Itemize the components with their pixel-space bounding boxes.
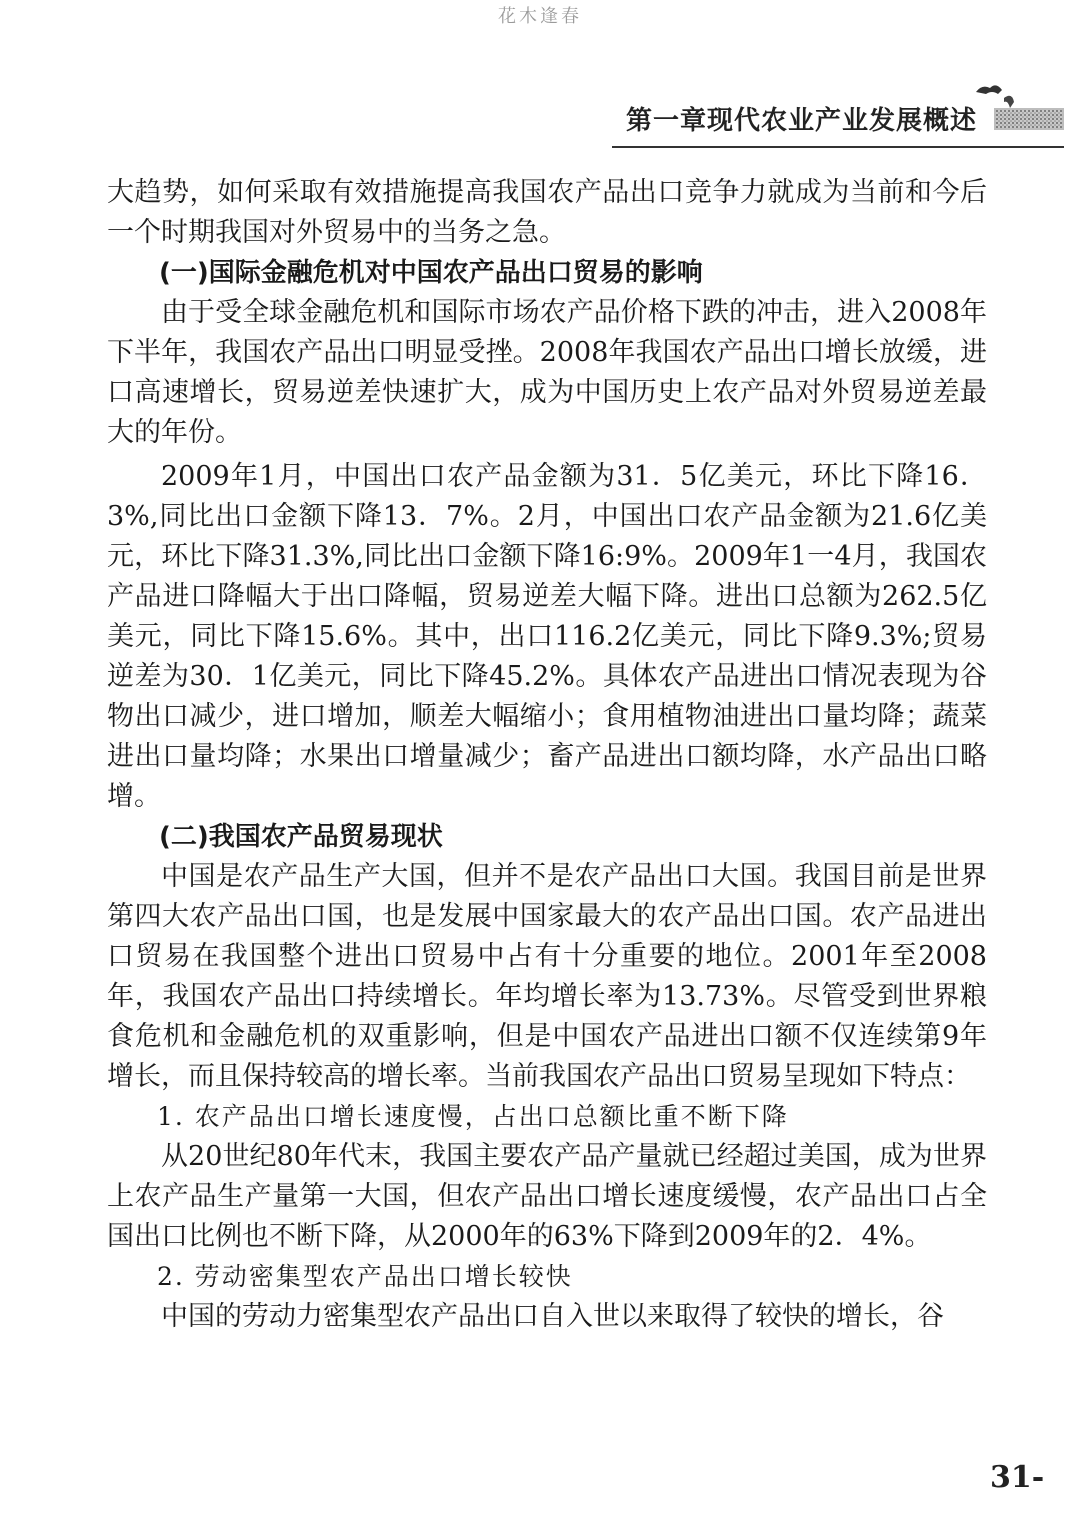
paragraph-5: 中国的劳动力密集型农产品出口自入世以来取得了较快的增长，谷: [161, 1301, 944, 1332]
section-heading-1: (一)国际金融危机对中国农产品出口贸易的影响: [159, 258, 703, 288]
subsection-heading-2: 2. 劳动密集型农产品出口增长较快: [157, 1262, 573, 1291]
paragraph-3: 中国是农产品生产大国，但并不是农产品出口大国。我国目前是世界第四大农产品出口国，也是发展中国家最大的农产品出口国。农产品进出口贸易在我国整个进出口贸易中占有十分重要的地位。2001年至2008年，我国农产品出口持续增长。年均增长率为13.73%。尽管受到世界粮食危机和金融危机的双重影响，但是中国农产品进出口额不仅连续第9年增长，而且保持较高的增长率。当前我国农产品出口贸易呈现如下特点：: [107, 861, 987, 1092]
page-body: [107, 173, 987, 1337]
paragraph-4: 从20世纪80年代末，我国主要农产品产量就已经超过美国，成为世界上农产品生产量第一大国，但农产品出口增长速度缓慢，农产品出口占全国出口比例也不断下降，从2000年的63%下降到2009年的2．4%。: [107, 1141, 987, 1252]
section-heading-2: (二)我国农产品贸易现状: [159, 822, 443, 852]
paragraph-0: 大趋势，如何采取有效措施提高我国农产品出口竞争力就成为当前和今后一个时期我国对外贸易中的当务之急。: [107, 177, 987, 248]
header-decoration-icon: [968, 78, 1068, 138]
watermark-text: 花木逢春: [498, 6, 582, 27]
paragraph-1: 由于受全球金融危机和国际市场农产品价格下跌的冲击，进入2008年下半年，我国农产品出口明显受挫。2008年我国农产品出口增长放缓，进口高速增长，贸易逆差快速扩大，成为中国历史上农产品对外贸易逆差最大的年份。: [107, 297, 987, 448]
subsection-heading-1: 1. 农产品出口增长速度慢，占出口总额比重不断下降: [157, 1102, 789, 1131]
paragraph-2: 2009年1月，中国出口农产品金额为31．5亿美元，环比下降16．3%,同比出口金额下降13．7%。2月，中国出口农产品金额为21.6亿美元，环比下降31.3%,同比出口金额下降16:9%。2009年1一4月，我国农产品进口降幅大于出口降幅，贸易逆差大幅下降。进出口总额为262.5亿美元，同比下降15.6%。其中，出口116.2亿美元，同比下降9.3%;贸易逆差为30．1亿美元，同比下降45.2%。具体农产品进出口情况表现为谷物出口减少，进口增加，顺差大幅缩小；食用植物油进出口量均降；蔬菜进出口量均降；水果出口增量减少；畜产品进出口额均降，水产品出口略增。: [107, 461, 987, 812]
header-divider: [612, 146, 1064, 148]
chapter-title: 第一章现代农业产业发展概述: [626, 106, 978, 136]
page-number: 31-: [990, 1460, 1045, 1495]
